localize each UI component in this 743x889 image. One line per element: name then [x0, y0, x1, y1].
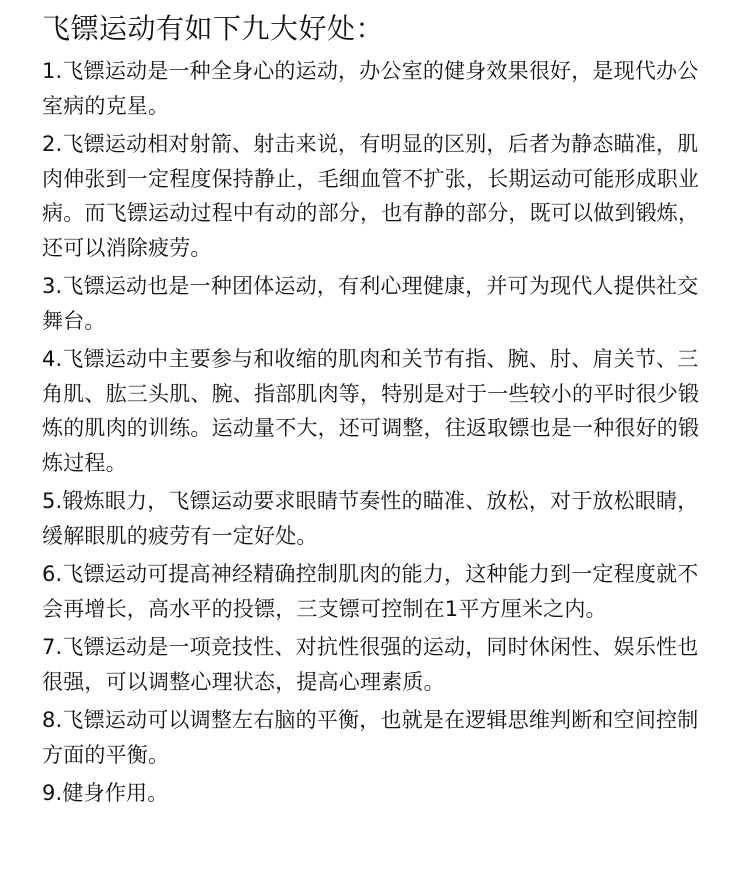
benefit-item-2: 2.飞镖运动相对射箭、射击来说，有明显的区别，后者为静态瞄准，肌肉伸张到一定程度保持静止，毛细血管不扩张，长期运动可能形成职业病。而飞镖运动过程中有动的部分，也有静的部分，既可以做到锻炼，还可以消除疲劳。	[42, 132, 700, 260]
benefit-item-8: 8.飞镖运动可以调整左右脑的平衡，也就是在逻辑思维判断和空间控制方面的平衡。	[42, 708, 699, 767]
page-title: 飞镖运动有如下九大好处：	[42, 12, 385, 45]
benefit-list	[42, 54, 713, 811]
benefit-item-7: 7.飞镖运动是一项竞技性、对抗性很强的运动，同时休闲性、娱乐性也很强，可以调整心理状态，提高心理素质。	[42, 635, 699, 694]
benefit-item-9: 9.健身作用。	[42, 781, 169, 805]
benefit-item-6: 6.飞镖运动可提高神经精确控制肌肉的能力，这种能力到一定程度就不会再增长，高水平的投镖，三支镖可控制在1平方厘米之内。	[42, 562, 699, 621]
benefit-item-5: 5.锻炼眼力，飞镖运动要求眼睛节奏性的瞄准、放松，对于放松眼睛，缓解眼肌的疲劳有一定好处。	[42, 489, 699, 548]
benefit-item-3: 3.飞镖运动也是一种团体运动，有利心理健康，并可为现代人提供社交舞台。	[42, 274, 699, 333]
benefit-item-1: 1.飞镖运动是一种全身心的运动，办公室的健身效果很好，是现代办公室病的克星。	[42, 59, 699, 118]
benefit-item-4: 4.飞镖运动中主要参与和收缩的肌肉和关节有指、腕、肘、肩关节、三角肌、肱三头肌、腕、指部肌肉等，特别是对于一些较小的平时很少锻炼的肌肉的训练。运动量不大，还可调整，往返取镖也是一种很好的锻炼过程。	[42, 347, 700, 475]
